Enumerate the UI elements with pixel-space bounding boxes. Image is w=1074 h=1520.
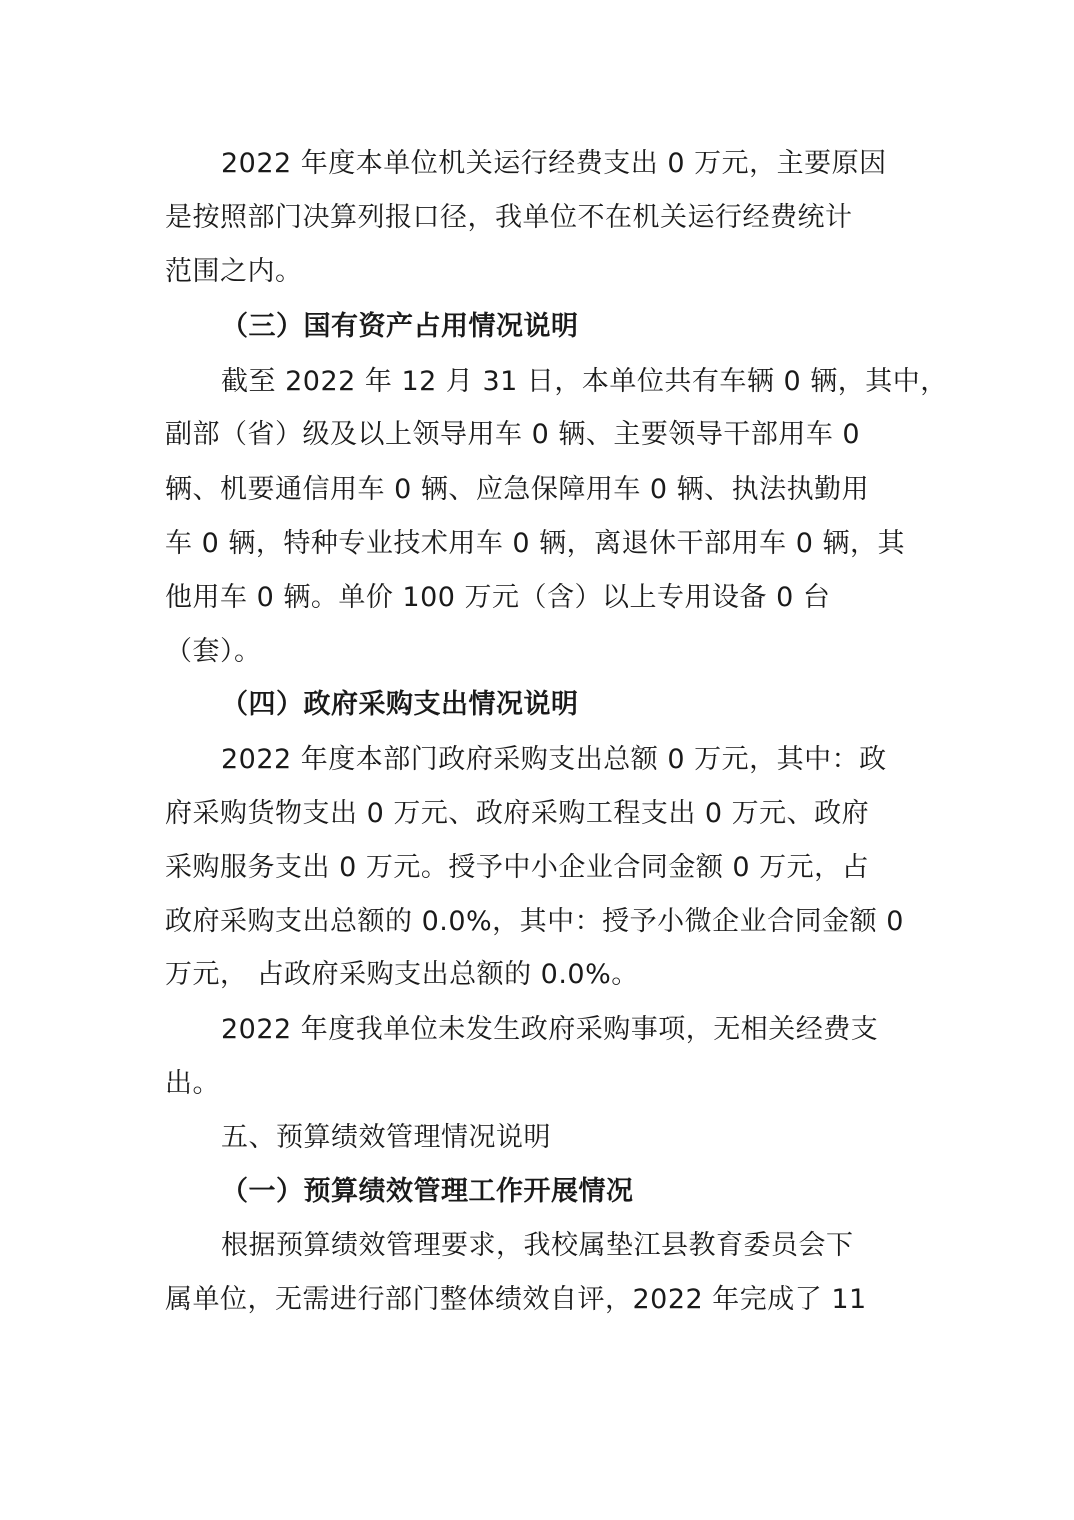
paragraph-line: 万元， 占政府采购支出总额的 0.0%。 <box>165 959 639 990</box>
paragraph-line: 政府采购支出总额的 0.0%，其中：授予小微企业合同金额 0 <box>165 906 904 937</box>
paragraph-line: 辆、机要通信用车 0 辆、应急保障用车 0 辆、执法执勤用 <box>165 474 870 505</box>
paragraph-line: 出。 <box>165 1068 220 1099</box>
paragraph-line: 他用车 0 辆。单价 100 万元（含）以上专用设备 0 台 <box>165 582 831 613</box>
paragraph-line: 是按照部门决算列报口径，我单位不在机关运行经费统计 <box>165 202 853 233</box>
paragraph-line: 车 0 辆，特种专业技术用车 0 辆，离退休干部用车 0 辆，其 <box>165 528 906 559</box>
paragraph-line: 截至 2022 年 12 月 31 日，本单位共有车辆 0 辆，其中， <box>221 366 948 397</box>
paragraph-line: 2022 年度我单位未发生政府采购事项，无相关经费支 <box>221 1014 879 1045</box>
paragraph-line: （套）。 <box>165 636 262 667</box>
paragraph-line: 2022 年度本部门政府采购支出总额 0 万元，其中：政 <box>221 744 887 775</box>
paragraph-line: 范围之内。 <box>165 256 303 287</box>
paragraph-line: 采购服务支出 0 万元。授予中小企业合同金额 0 万元，占 <box>165 852 870 883</box>
paragraph-line: 府采购货物支出 0 万元、政府采购工程支出 0 万元、政府 <box>165 798 870 829</box>
section-heading: （四）政府采购支出情况说明 <box>221 689 579 720</box>
chapter-heading: 五、预算绩效管理情况说明 <box>221 1122 551 1153</box>
paragraph-line: 根据预算绩效管理要求，我校属垫江县教育委员会下 <box>221 1230 854 1261</box>
paragraph-line: 副部（省）级及以上领导用车 0 辆、主要领导干部用车 0 <box>165 419 861 450</box>
paragraph-line: 属单位，无需进行部门整体绩效自评，2022 年完成了 11 <box>165 1284 867 1315</box>
section-heading: （三）国有资产占用情况说明 <box>221 311 579 342</box>
section-heading: （一）预算绩效管理工作开展情况 <box>221 1176 634 1207</box>
paragraph-line: 2022 年度本单位机关运行经费支出 0 万元，主要原因 <box>221 148 887 179</box>
